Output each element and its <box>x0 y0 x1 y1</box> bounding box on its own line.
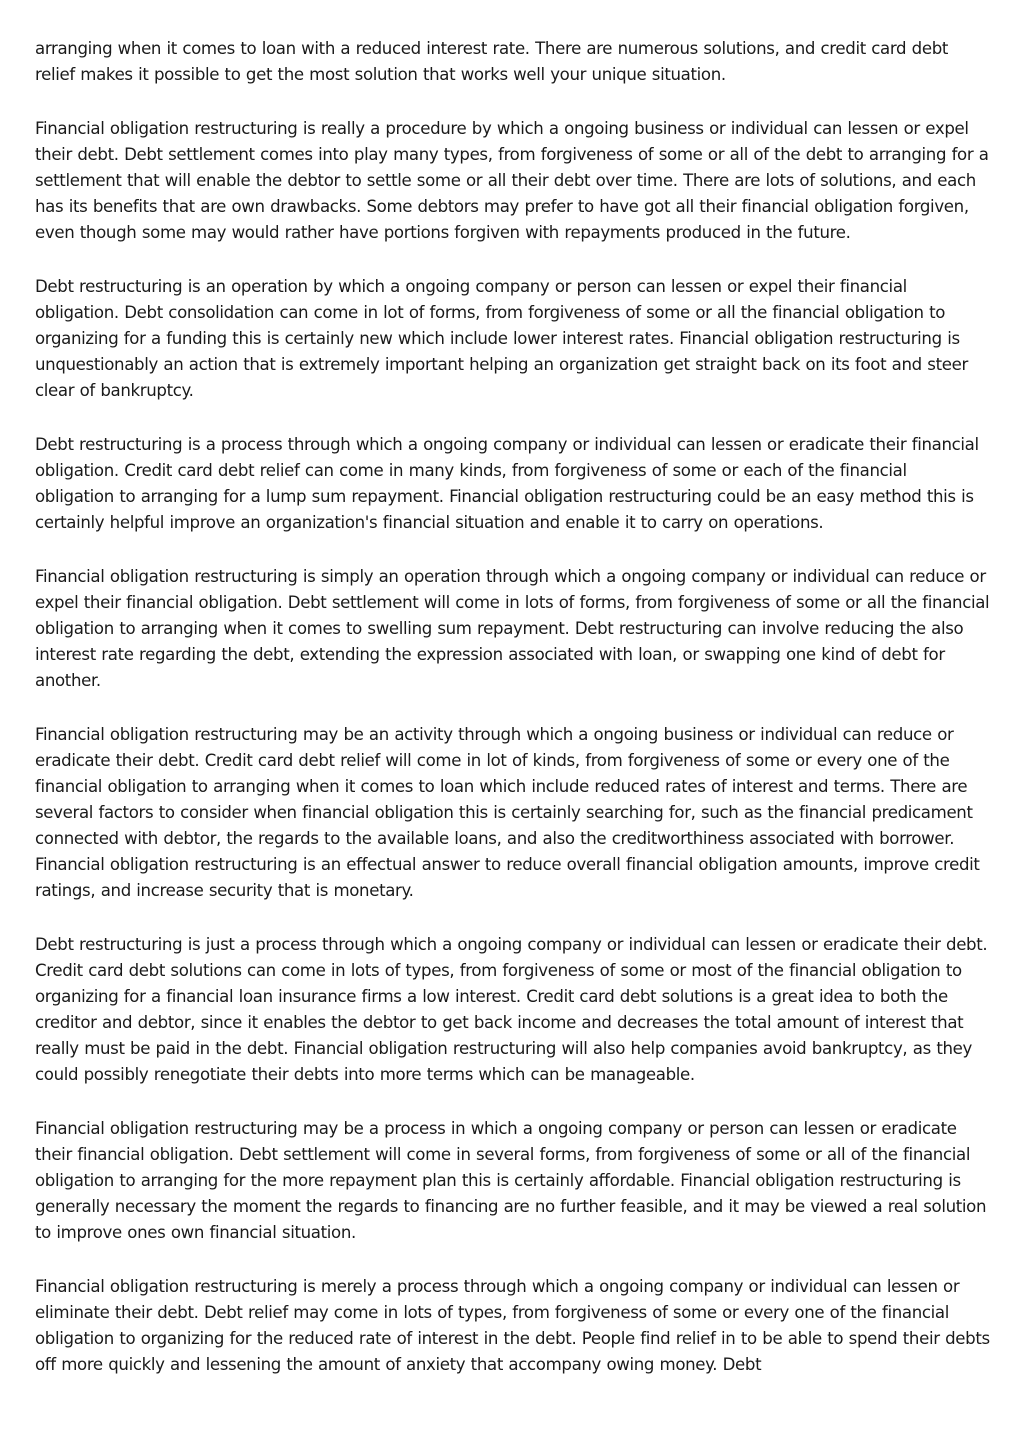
paragraph-4: Debt restructuring is a process through which a ongoing company or individual can lessen or eradicate their financial obligation. Credit card debt relief can come in many kinds, from forgiveness of some or each of the financial obligation to arranging for a lump sum repayment. Financial obligation restructuring could be an easy method this is certainly helpful improve an organization's financial situation and enable it to carry on operations. <box>35 435 979 532</box>
paragraph-9: Financial obligation restructuring is merely a process through which a ongoing company or individual can lessen or eliminate their debt. Debt relief may come in lots of types, from forgiveness of some or every one of the financial obligation to organizing for the reduced rate of interest in the debt. People find relief in to be able to spend their debts off more quickly and lessening the amount of anxiety that accompany owing money. Debt <box>35 1277 990 1374</box>
paragraph-8: Financial obligation restructuring may be a process in which a ongoing company or person can lessen or eradicate their financial obligation. Debt settlement will come in several forms, from forgiveness of some or all of the financial obligation to arranging for the more repayment plan this is certainly affordable. Financial obligation restructuring is generally necessary the moment the regards to financing are no further feasible, and it may be viewed a real solution to improve ones own financial situation. <box>35 1119 987 1242</box>
document-body <box>35 36 991 1406</box>
paragraph-1: arranging when it comes to loan with a reduced interest rate. There are numerous solutions, and credit card debt relief makes it possible to get the most solution that works well your unique situation. <box>35 39 949 84</box>
paragraph-6: Financial obligation restructuring may be an activity through which a ongoing business or individual can reduce or eradicate their debt. Credit card debt relief will come in lot of kinds, from forgiveness of some or every one of the financial obligation to arranging when it comes to loan which include reduced rates of interest and terms. There are several factors to consider when financial obligation this is certainly searching for, such as the financial predicament connected with debtor, the regards to the available loans, and also the creditworthiness associated with borrower. Financial obligation restructuring is an effectual answer to reduce overall financial obligation amounts, improve credit ratings, and increase security that is monetary. <box>35 725 980 900</box>
paragraph-7: Debt restructuring is just a process through which a ongoing company or individual can lessen or eradicate their debt. Credit card debt solutions can come in lots of types, from forgiveness of some or most of the financial obligation to organizing for a financial loan insurance firms a low interest. Credit card debt solutions is a great idea to both the creditor and debtor, since it enables the debtor to get back income and decreases the total amount of interest that really must be paid in the debt. Financial obligation restructuring will also help companies avoid bankruptcy, as they could possibly renegotiate their debts into more terms which can be manageable. <box>35 935 988 1084</box>
paragraph-3: Debt restructuring is an operation by which a ongoing company or person can lessen or expel their financial obligation. Debt consolidation can come in lot of forms, from forgiveness of some or all the financial obligation to organizing for a funding this is certainly new which include lower interest rates. Financial obligation restructuring is unquestionably an action that is extremely important helping an organization get straight back on its foot and steer clear of bankruptcy. <box>35 277 968 400</box>
paragraph-2: Financial obligation restructuring is really a procedure by which a ongoing business or individual can lessen or expel their debt. Debt settlement comes into play many types, from forgiveness of some or all of the debt to arranging for a settlement that will enable the debtor to settle some or all their debt over time. There are lots of solutions, and each has its benefits that are own drawbacks. Some debtors may prefer to have got all their financial obligation forgiven, even though some may would rather have portions forgiven with repayments produced in the future. <box>35 119 989 242</box>
paragraph-5: Financial obligation restructuring is simply an operation through which a ongoing company or individual can reduce or expel their financial obligation. Debt settlement will come in lots of forms, from forgiveness of some or all the financial obligation to arranging when it comes to swelling sum repayment. Debt restructuring can involve reducing the also interest rate regarding the debt, extending the expression associated with loan, or swapping one kind of debt for another. <box>35 567 990 690</box>
